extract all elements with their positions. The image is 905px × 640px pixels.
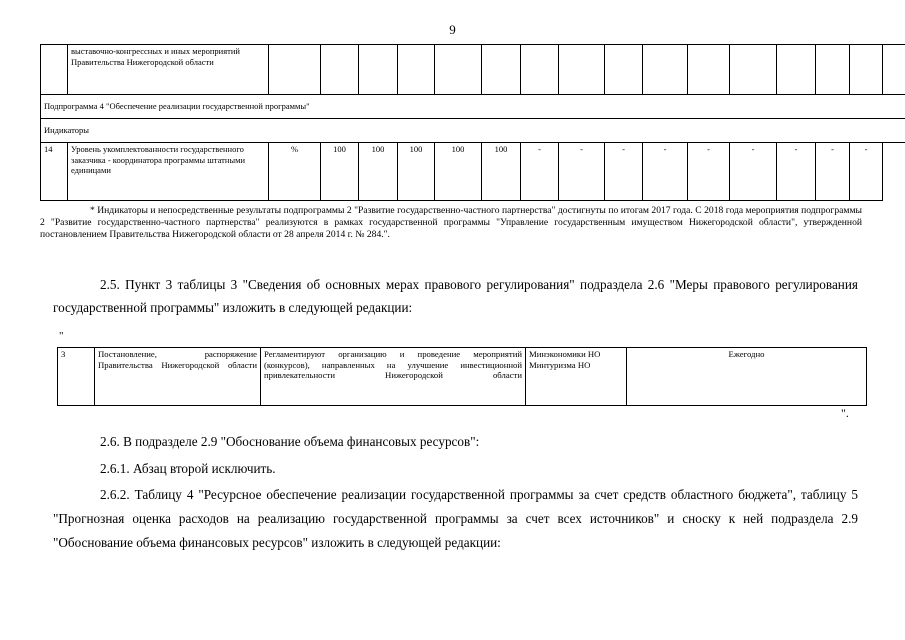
value-cell: - xyxy=(816,143,850,201)
value-cell: - xyxy=(777,143,816,201)
table-row-indicators xyxy=(41,119,905,143)
paragraph-2-6-1: 2.6.1. Абзац второй исключить. xyxy=(100,461,276,476)
value-cell: 100 xyxy=(359,143,398,201)
page-number: 9 xyxy=(449,22,456,37)
row-number: 3 xyxy=(58,348,95,406)
row-number: 14 xyxy=(41,143,68,201)
row-name: выставочно-конгрессных и иных мероприятий Правительства Нижегородской области xyxy=(68,45,269,95)
regulation-content: Регламентируют организацию и проведение мероприятий (конкурсов), направленных на улучшение инвестиционной привлекательности Нижегородской области xyxy=(261,348,526,406)
value-cell: 100 xyxy=(482,143,521,201)
quote-close: ". xyxy=(841,406,849,420)
table-row-event xyxy=(41,45,905,95)
regulation-type: Постановление, распоряжение Правительства Нижегородской области xyxy=(95,348,261,406)
value-cell: 100 xyxy=(321,143,359,201)
subprogram-title: Подпрограмма 4 "Обеспечение реализации государственной программы" xyxy=(41,95,905,119)
paragraph-2-5: 2.5. Пункт 3 таблицы 3 "Сведения об основных мерах правового регулирования" подраздела 2.6 "Меры правового регулирования государственной программы" изложить в следующей редакции: xyxy=(53,277,858,315)
value-cell: - xyxy=(643,143,688,201)
value-cell: 100 xyxy=(435,143,482,201)
value-cell: - xyxy=(850,143,883,201)
value-cell: - xyxy=(521,143,559,201)
paragraph-2-6-2: 2.6.2. Таблицу 4 "Ресурсное обеспечение реализации государственной программы за счет средств областного бюджета", таблицу 5 "Прогнозная оценка расходов на реализацию государственной программы за счет всех источников" и сноску к ней подраздела 2.9 "Обоснование объема финансовых ресурсов" изложить в следующей редакции: xyxy=(53,487,858,550)
indicators-label: Индикаторы xyxy=(41,119,905,143)
table-row-14 xyxy=(41,143,905,201)
table-row-subprogram xyxy=(41,95,905,119)
paragraph-2-6: 2.6. В подразделе 2.9 "Обоснование объема финансовых ресурсов": xyxy=(100,434,480,449)
quote-open: " xyxy=(59,330,64,342)
row-name: Уровень укомплектованности государственного заказчика - координатора программы штатными единицами xyxy=(68,143,269,201)
value-cell: - xyxy=(688,143,730,201)
value-cell: 100 xyxy=(398,143,435,201)
unit-cell: % xyxy=(269,143,321,201)
term-cell: Ежегодно xyxy=(627,348,867,406)
row-number xyxy=(41,45,68,95)
value-cell: - xyxy=(559,143,605,201)
footnote: * Индикаторы и непосредственные результаты подпрограммы 2 "Развитие государственно-частного партнерства" достигнуты по итогам 2017 года. С 2018 года мероприятия подпрограммы 2 "Развитие государственно-частного партнерства" реализуются в рамках государственной программы "Управление государственным имуществом Нижегородской области", утвержденной постановлением Правительства Нижегородской области от 28 апреля 2014 г. № 284.". xyxy=(40,205,862,240)
table-row-3 xyxy=(58,348,867,406)
value-cell: - xyxy=(605,143,643,201)
indicators-table xyxy=(40,44,905,201)
regulation-table xyxy=(57,347,867,406)
value-cell: - xyxy=(730,143,777,201)
executor-cell: Минэкономики НО Минтуризма НО xyxy=(526,348,627,406)
